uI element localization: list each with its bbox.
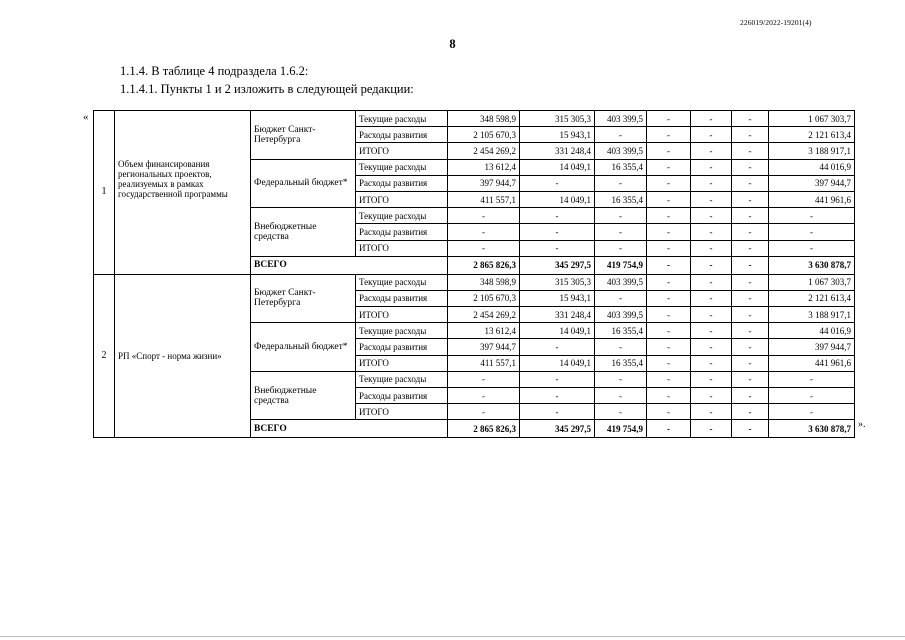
amount-cell: 2 454 269,2 bbox=[448, 143, 520, 159]
amount-cell: - bbox=[732, 339, 769, 355]
amount-cell: - bbox=[647, 240, 691, 256]
amount-cell: 1 067 303,7 bbox=[769, 111, 855, 127]
funding-source-cell: Федеральный бюджет* bbox=[251, 159, 356, 208]
row-number-cell: 2 bbox=[94, 274, 115, 438]
expense-type-cell: Расходы развития bbox=[356, 339, 448, 355]
amount-cell: - bbox=[691, 208, 732, 224]
amount-cell: - bbox=[595, 371, 647, 387]
table-row bbox=[94, 111, 855, 127]
amount-cell: - bbox=[691, 404, 732, 420]
amount-cell: - bbox=[520, 208, 595, 224]
amount-cell: - bbox=[732, 240, 769, 256]
amount-cell: 411 557,1 bbox=[448, 191, 520, 207]
amount-cell: - bbox=[520, 240, 595, 256]
amount-cell: - bbox=[595, 224, 647, 240]
amount-cell: 15 943,1 bbox=[520, 127, 595, 143]
total-amount-cell: - bbox=[647, 256, 691, 274]
total-amount-cell: 419 754,9 bbox=[595, 420, 647, 438]
project-name-cell: Объем финансирования региональных проектов, реализуемых в рамках государственной программы bbox=[115, 111, 251, 275]
amount-cell: 13 612,4 bbox=[448, 159, 520, 175]
amount-cell: 397 944,7 bbox=[769, 339, 855, 355]
amount-cell: 397 944,7 bbox=[448, 175, 520, 191]
amount-cell: 403 399,5 bbox=[595, 143, 647, 159]
amount-cell: 3 188 917,1 bbox=[769, 143, 855, 159]
amount-cell: - bbox=[732, 274, 769, 290]
total-label-cell: ВСЕГО bbox=[251, 256, 448, 274]
total-amount-cell: 2 865 826,3 bbox=[448, 420, 520, 438]
total-amount-cell: - bbox=[647, 420, 691, 438]
amount-cell: - bbox=[595, 388, 647, 404]
amount-cell: - bbox=[732, 175, 769, 191]
amount-cell: 403 399,5 bbox=[595, 274, 647, 290]
amount-cell: - bbox=[595, 339, 647, 355]
table-body bbox=[94, 111, 855, 438]
amount-cell: - bbox=[691, 323, 732, 339]
amount-cell: - bbox=[647, 159, 691, 175]
amount-cell: 44 016,9 bbox=[769, 323, 855, 339]
amount-cell: - bbox=[691, 355, 732, 371]
amount-cell: - bbox=[769, 240, 855, 256]
amount-cell: 441 961,6 bbox=[769, 191, 855, 207]
amount-cell: 14 049,1 bbox=[520, 323, 595, 339]
amount-cell: 15 943,1 bbox=[520, 290, 595, 306]
amount-cell: - bbox=[691, 371, 732, 387]
paragraph-line-1: 1.1.4. В таблице 4 подраздела 1.6.2: bbox=[120, 64, 309, 78]
page-bottom-rule bbox=[0, 636, 905, 637]
amount-cell: - bbox=[769, 371, 855, 387]
amount-cell: 14 049,1 bbox=[520, 355, 595, 371]
amount-cell: - bbox=[647, 355, 691, 371]
amount-cell: - bbox=[595, 404, 647, 420]
total-amount-cell: - bbox=[691, 420, 732, 438]
total-amount-cell: 3 630 878,7 bbox=[769, 256, 855, 274]
amount-cell: 2 105 670,3 bbox=[448, 127, 520, 143]
amount-cell: 44 016,9 bbox=[769, 159, 855, 175]
funding-source-cell: Федеральный бюджет* bbox=[251, 323, 356, 372]
amount-cell: - bbox=[520, 175, 595, 191]
amount-cell: 16 355,4 bbox=[595, 323, 647, 339]
amount-cell: - bbox=[448, 404, 520, 420]
amount-cell: - bbox=[647, 111, 691, 127]
amount-cell: - bbox=[520, 371, 595, 387]
amount-cell: - bbox=[647, 175, 691, 191]
expense-type-cell: Текущие расходы bbox=[356, 208, 448, 224]
expense-type-cell: Расходы развития bbox=[356, 388, 448, 404]
expense-type-cell: Текущие расходы bbox=[356, 323, 448, 339]
amount-cell: - bbox=[769, 208, 855, 224]
amount-cell: - bbox=[732, 127, 769, 143]
amount-cell: - bbox=[732, 208, 769, 224]
amount-cell: - bbox=[448, 224, 520, 240]
opening-quote: « bbox=[83, 111, 89, 123]
funding-source-cell: Внебюджетные средства bbox=[251, 371, 356, 420]
amount-cell: - bbox=[732, 143, 769, 159]
amount-cell: - bbox=[732, 159, 769, 175]
amount-cell: - bbox=[647, 404, 691, 420]
table-row bbox=[94, 274, 855, 290]
amount-cell: 397 944,7 bbox=[769, 175, 855, 191]
expense-type-cell: Расходы развития bbox=[356, 290, 448, 306]
amount-cell: 16 355,4 bbox=[595, 191, 647, 207]
total-amount-cell: - bbox=[691, 256, 732, 274]
amount-cell: - bbox=[595, 127, 647, 143]
amount-cell: 441 961,6 bbox=[769, 355, 855, 371]
amount-cell: - bbox=[732, 290, 769, 306]
amount-cell: 348 598,9 bbox=[448, 274, 520, 290]
amount-cell: - bbox=[647, 224, 691, 240]
amount-cell: - bbox=[448, 371, 520, 387]
amount-cell: 315 305,3 bbox=[520, 111, 595, 127]
amount-cell: 331 248,4 bbox=[520, 307, 595, 323]
amount-cell: - bbox=[595, 240, 647, 256]
expense-type-cell: ИТОГО bbox=[356, 404, 448, 420]
expense-type-cell: ИТОГО bbox=[356, 191, 448, 207]
amount-cell: - bbox=[647, 191, 691, 207]
project-name-cell: РП «Спорт - норма жизни» bbox=[115, 274, 251, 438]
amount-cell: 16 355,4 bbox=[595, 159, 647, 175]
amount-cell: - bbox=[691, 240, 732, 256]
amount-cell: - bbox=[691, 191, 732, 207]
amount-cell: - bbox=[595, 290, 647, 306]
amount-cell: - bbox=[520, 404, 595, 420]
amount-cell: - bbox=[732, 388, 769, 404]
amount-cell: - bbox=[647, 290, 691, 306]
total-label-cell: ВСЕГО bbox=[251, 420, 448, 438]
total-amount-cell: 345 297,5 bbox=[520, 256, 595, 274]
closing-quote: ». bbox=[858, 419, 866, 430]
page-number: 8 bbox=[449, 37, 456, 51]
amount-cell: 2 454 269,2 bbox=[448, 307, 520, 323]
amount-cell: - bbox=[647, 388, 691, 404]
amount-cell: - bbox=[520, 388, 595, 404]
total-amount-cell: 3 630 878,7 bbox=[769, 420, 855, 438]
expense-type-cell: Текущие расходы bbox=[356, 111, 448, 127]
expense-type-cell: ИТОГО bbox=[356, 355, 448, 371]
amount-cell: - bbox=[732, 404, 769, 420]
amount-cell: - bbox=[595, 175, 647, 191]
amount-cell: - bbox=[732, 111, 769, 127]
amount-cell: - bbox=[691, 111, 732, 127]
financing-table bbox=[93, 110, 855, 438]
amount-cell: - bbox=[520, 224, 595, 240]
amount-cell: - bbox=[691, 143, 732, 159]
amount-cell: - bbox=[595, 208, 647, 224]
amount-cell: - bbox=[691, 175, 732, 191]
funding-source-cell: Бюджет Санкт-Петербурга bbox=[251, 111, 356, 160]
amount-cell: - bbox=[448, 388, 520, 404]
amount-cell: - bbox=[691, 274, 732, 290]
amount-cell: - bbox=[647, 307, 691, 323]
amount-cell: - bbox=[691, 159, 732, 175]
amount-cell: 14 049,1 bbox=[520, 159, 595, 175]
amount-cell: 2 105 670,3 bbox=[448, 290, 520, 306]
document-number: 226019/2022-19201(4) bbox=[740, 18, 812, 27]
paragraph-line-2: 1.1.4.1. Пункты 1 и 2 изложить в следующей редакции: bbox=[120, 82, 414, 96]
amount-cell: - bbox=[769, 224, 855, 240]
amount-cell: - bbox=[448, 208, 520, 224]
amount-cell: - bbox=[647, 127, 691, 143]
expense-type-cell: Текущие расходы bbox=[356, 274, 448, 290]
expense-type-cell: Текущие расходы bbox=[356, 371, 448, 387]
amount-cell: 2 121 613,4 bbox=[769, 290, 855, 306]
expense-type-cell: ИТОГО bbox=[356, 307, 448, 323]
amount-cell: - bbox=[647, 371, 691, 387]
expense-type-cell: Расходы развития bbox=[356, 224, 448, 240]
total-amount-cell: - bbox=[732, 256, 769, 274]
amount-cell: 397 944,7 bbox=[448, 339, 520, 355]
amount-cell: - bbox=[448, 240, 520, 256]
amount-cell: - bbox=[647, 208, 691, 224]
amount-cell: - bbox=[732, 371, 769, 387]
amount-cell: - bbox=[691, 339, 732, 355]
amount-cell: - bbox=[647, 339, 691, 355]
amount-cell: - bbox=[691, 127, 732, 143]
amount-cell: - bbox=[691, 224, 732, 240]
expense-type-cell: Текущие расходы bbox=[356, 159, 448, 175]
amount-cell: - bbox=[691, 388, 732, 404]
funding-source-cell: Бюджет Санкт-Петербурга bbox=[251, 274, 356, 323]
amount-cell: 331 248,4 bbox=[520, 143, 595, 159]
amount-cell: - bbox=[732, 323, 769, 339]
amount-cell: - bbox=[647, 274, 691, 290]
amount-cell: - bbox=[691, 290, 732, 306]
amount-cell: - bbox=[520, 339, 595, 355]
amount-cell: 1 067 303,7 bbox=[769, 274, 855, 290]
total-amount-cell: 2 865 826,3 bbox=[448, 256, 520, 274]
funding-source-cell: Внебюджетные средства bbox=[251, 208, 356, 257]
expense-type-cell: ИТОГО bbox=[356, 143, 448, 159]
amount-cell: - bbox=[732, 191, 769, 207]
amount-cell: - bbox=[732, 355, 769, 371]
row-number-cell: 1 bbox=[94, 111, 115, 275]
amount-cell: - bbox=[732, 307, 769, 323]
amount-cell: 13 612,4 bbox=[448, 323, 520, 339]
amount-cell: - bbox=[769, 388, 855, 404]
amount-cell: 348 598,9 bbox=[448, 111, 520, 127]
amount-cell: 403 399,5 bbox=[595, 307, 647, 323]
expense-type-cell: Расходы развития bbox=[356, 175, 448, 191]
expense-type-cell: Расходы развития bbox=[356, 127, 448, 143]
total-amount-cell: 345 297,5 bbox=[520, 420, 595, 438]
total-amount-cell: 419 754,9 bbox=[595, 256, 647, 274]
amount-cell: - bbox=[647, 143, 691, 159]
total-amount-cell: - bbox=[732, 420, 769, 438]
amount-cell: 3 188 917,1 bbox=[769, 307, 855, 323]
amount-cell: - bbox=[647, 323, 691, 339]
amount-cell: - bbox=[732, 224, 769, 240]
amount-cell: - bbox=[691, 307, 732, 323]
amount-cell: - bbox=[769, 404, 855, 420]
amount-cell: 16 355,4 bbox=[595, 355, 647, 371]
amount-cell: 411 557,1 bbox=[448, 355, 520, 371]
amount-cell: 315 305,3 bbox=[520, 274, 595, 290]
amount-cell: 14 049,1 bbox=[520, 191, 595, 207]
amount-cell: 2 121 613,4 bbox=[769, 127, 855, 143]
expense-type-cell: ИТОГО bbox=[356, 240, 448, 256]
amount-cell: 403 399,5 bbox=[595, 111, 647, 127]
